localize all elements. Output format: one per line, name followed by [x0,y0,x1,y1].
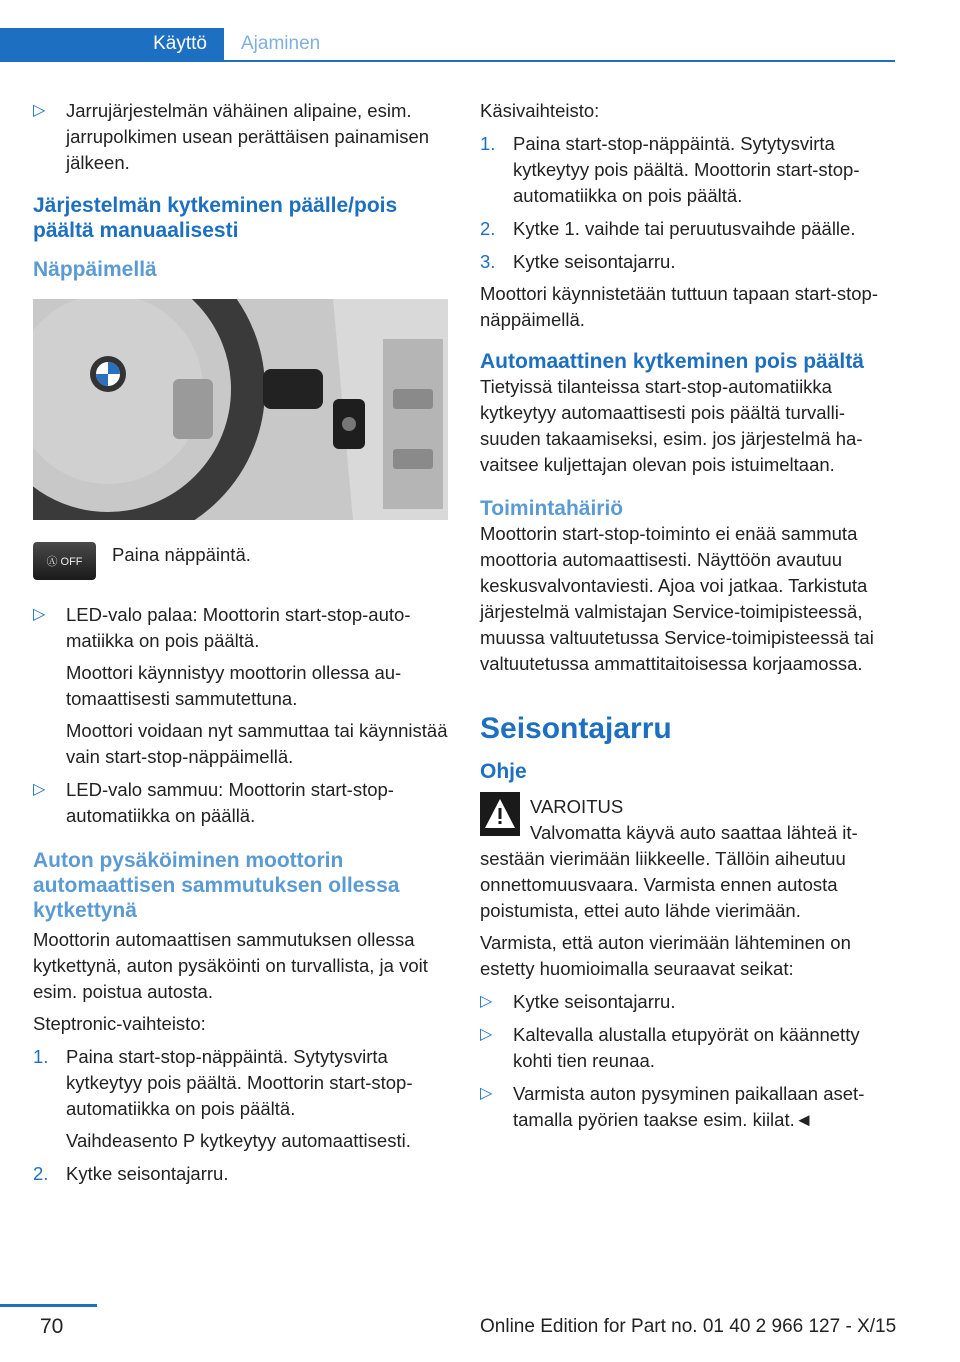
heading-nappaimella: Näppäimellä [33,258,157,281]
warning-text: Valvomatta käyvä auto saattaa lähteä itsestään vierimään liikkeelle. Tällöin aiheutuu onnettomuusvaara. Varmista ennen autosta poistumista, ettei auto lähde vierimään. [480,822,858,921]
list-item: 2. Kytke seisontajarru. [33,1163,229,1184]
heading-pysakoiminen: Auton pysäköiminen moottorin automaattisen sammutuksen ollessa kytkettynä [33,849,400,922]
list-subtext: Vaihdeasento P kytkeytyy automaattisesti. [66,1130,411,1151]
footer-rule [0,1304,97,1307]
heading-kytkeminen: Järjestelmän kytkeminen päälle/pois päältä manuaalisesti [33,194,398,242]
paragraph: Moottori käynnistetään tuttuun tapaan start-stop-näppäimellä. [480,283,878,330]
triangle-bullet-icon: ▷ [33,781,46,798]
list-item: ▷ Kaltevalla alustalla etupyörät on käännetty kohti tien reunaa. [480,1024,860,1071]
list-item: ▷ LED-valo palaa: Moottorin start-stop-automatiikka on pois päältä. [33,604,411,651]
button-instruction [33,542,448,580]
triangle-bullet-icon: ▷ [33,102,46,119]
list-item: 2. Kytke 1. vaihde tai peruutusvaihde päälle. [480,218,856,239]
paragraph: Tietyissä tilanteissa start-stop-automatiikka kytkeytyy automaattisesti pois päältä turvallisuuden takaamiseksi, esim. jos järjestelmä havaitsee kuljettajan olevan pois istuimeltaan. [480,376,863,475]
paragraph: Käsivaihteisto: [480,100,600,121]
list-item: ▷ Kytke seisontajarru. [480,989,898,1015]
warning-icon [480,792,520,836]
header-rule [0,60,895,62]
list-subtext: Moottori voidaan nyt sammuttaa tai käynnistää vain start-stop-näppäimellä. [66,720,448,767]
list-item: ▷ LED-valo sammuu: Moottorin start-stop-automatiikka on päällä. [33,779,394,826]
heading-seisontajarru: Seisontajarru [480,712,672,745]
right-column [480,98,898,1133]
steering-wheel-illustration [33,299,448,520]
press-instruction: Paina näppäintä. [112,544,251,565]
heading-automaattinen: Automaattinen kytkeminen pois päältä [480,350,864,373]
heading-toimintahairio: Toimintahäiriö [480,497,624,520]
triangle-bullet-icon: ▷ [33,606,46,623]
page-number: 70 [40,1315,64,1338]
triangle-bullet-icon: ▷ [480,1085,493,1102]
warning-box [480,794,898,820]
list-subtext: Moottori käynnistyy moottorin ollessa automaattisesti sammutettuna. [66,662,402,709]
paragraph: Moottorin start-stop-toiminto ei enää sammuta moottoria automaattisesti. Näyttöön avautuu keskusvalvontaviesti. Ajoa voi jatkaa. Tarkistuta järjestelmä valmistajan Service-toimipisteessä, muussa valtuutetussa Service-toimipisteessä tai valtuutetussa ammattitaitoisessa korjaamossa. [480,523,874,674]
tab-kaytto[interactable]: Käyttö [0,28,224,60]
list-item: 3. Kytke seisontajarru. [480,251,676,272]
edition-text: Online Edition for Part no. 01 40 2 966 127 - X/15 [480,1316,897,1337]
list-item: 1. Paina start-stop-näppäintä. Sytytysvirta kytkeytyy pois päältä. Moottorin start-stop-automatiikka on pois päältä. [33,1046,413,1119]
paragraph: Varmista, että auton vierimään lähteminen on estetty huomioimalla seuraavat seikat: [480,932,851,979]
triangle-bullet-icon: ▷ [480,1026,493,1043]
auto-start-stop-button-icon: Ⓐ OFF [33,542,96,580]
left-column [33,98,448,1187]
list-item: ▷ Jarrujärjestelmän vähäinen alipaine, esim. jarrupolkimen usean perättäisen painamisen jälkeen. [33,100,430,173]
triangle-bullet-icon: ▷ [480,993,493,1010]
warning-title: VAROITUS [530,796,624,817]
paragraph: Moottorin automaattisen sammutuksen ollessa kytkettynä, auton pysäköinti on turvallista, ja voit esim. poistua autosta. [33,929,428,1002]
tab-ajaminen[interactable]: Ajaminen [241,33,321,54]
steering-wheel-image [33,299,448,520]
list-item: 1. Paina start-stop-näppäintä. Sytytysvirta kytkeytyy pois päältä. Moottorin start-stop-automatiikka on pois päältä. [480,133,860,206]
paragraph: Steptronic-vaihteisto: [33,1013,206,1034]
list-item: ▷ Varmista auton pysyminen paikallaan asettamalla pyörien taakse esim. kiilat.◄ [480,1083,865,1130]
heading-ohje: Ohje [480,760,527,783]
chapter-tabs [0,28,895,62]
